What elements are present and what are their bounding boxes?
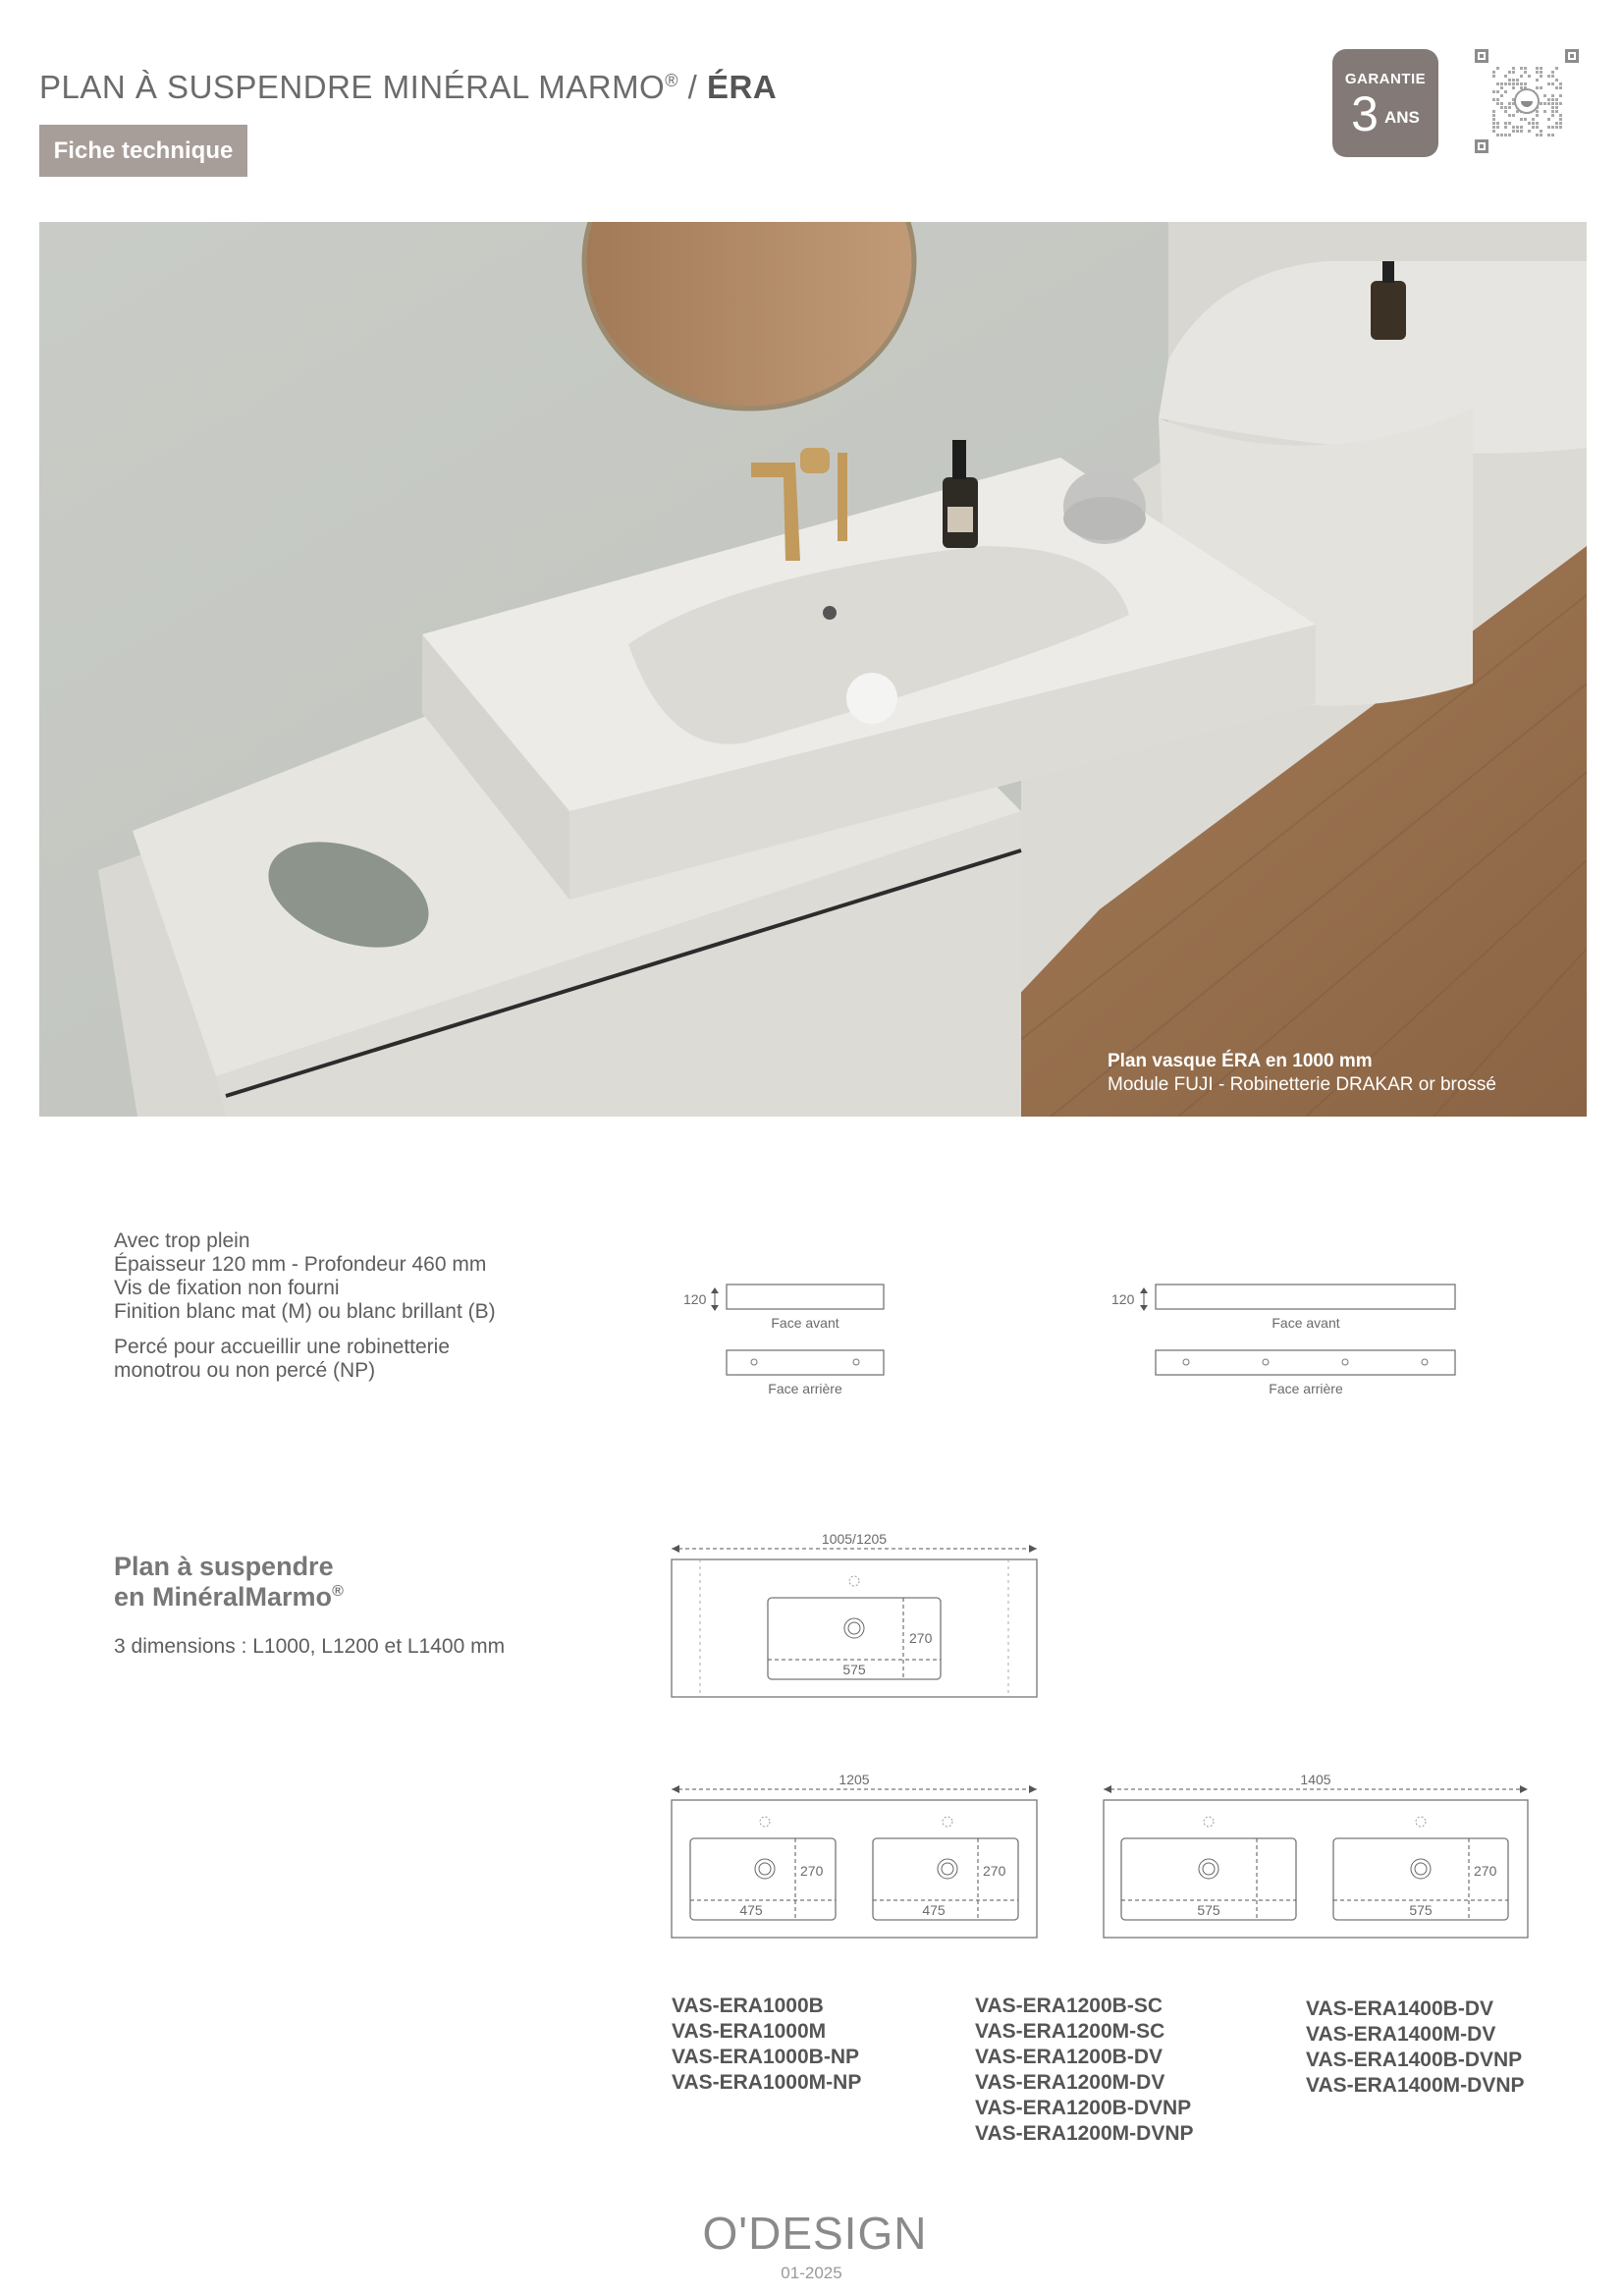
product-code: VAS-ERA1200M-DV: [975, 2071, 1165, 2094]
drawing-double-basin-1400: [1100, 1768, 1542, 1949]
product-photo: [39, 222, 1587, 1117]
basin-width-label: 575: [1197, 1902, 1220, 1918]
spec-line: Vis de fixation non fourni: [114, 1277, 340, 1299]
spec-line: Épaisseur 120 mm - Profondeur 460 mm: [114, 1253, 487, 1276]
basin-width-label: 575: [1409, 1902, 1433, 1918]
warranty-label: GARANTIE: [1344, 71, 1427, 87]
document-date: 01-2025: [781, 2264, 842, 2282]
photo-caption-detail: Module FUJI - Robinetterie DRAKAR or brossé: [1108, 1074, 1496, 1095]
basin-height-label: 270: [800, 1863, 824, 1879]
product-code: VAS-ERA1000M-NP: [672, 2071, 862, 2094]
face-height-label: 120: [683, 1291, 707, 1307]
drawing-single-basin: [668, 1527, 1060, 1709]
dimensions-text: 3 dimensions : L1000, L1200 et L1400 mm: [114, 1635, 506, 1658]
document-type-badge: Fiche technique: [39, 125, 247, 177]
spec-list: [114, 1230, 496, 1383]
page-title: PLAN À SUSPENDRE MINÉRAL MARMO® / ÉRA: [39, 69, 778, 105]
face-diagram-large: [1111, 1285, 1455, 1396]
product-code: VAS-ERA1200B-DV: [975, 2046, 1163, 2068]
product-code: VAS-ERA1200B-SC: [975, 1995, 1163, 2017]
face-front-label: Face avant: [771, 1315, 839, 1331]
drawing-double-basin-1200: [668, 1768, 1060, 1949]
product-codes-1400: [1306, 1996, 1525, 2099]
basin-width-label: 575: [842, 1662, 866, 1677]
spec-line: monotrou ou non percé (NP): [114, 1359, 376, 1382]
warranty-badge: [1332, 49, 1438, 157]
product-code: VAS-ERA1400M-DV: [1306, 2023, 1496, 2046]
face-diagram-small: [683, 1285, 884, 1396]
brand-logo: [687, 2210, 943, 2259]
face-diagrams: [668, 1272, 1473, 1409]
basin-width-label: 475: [739, 1902, 763, 1918]
product-code: VAS-ERA1400B-DVNP: [1306, 2049, 1523, 2071]
product-codes-1000: [672, 1994, 861, 2096]
warranty-unit: ANS: [1383, 108, 1420, 127]
product-code: VAS-ERA1200M-DVNP: [975, 2122, 1194, 2145]
photo-caption-title: Plan vasque ÉRA en 1000 mm: [1108, 1051, 1373, 1071]
product-code: VAS-ERA1200B-DVNP: [975, 2097, 1192, 2119]
face-height-label: 120: [1111, 1291, 1135, 1307]
qr-code-icon[interactable]: [1473, 47, 1581, 155]
face-front-label: Face avant: [1271, 1315, 1340, 1331]
product-code: VAS-ERA1400B-DV: [1306, 1997, 1493, 2020]
width-dimension-label: 1005/1205: [821, 1531, 888, 1547]
product-code: VAS-ERA1000B: [672, 1995, 824, 2017]
basin-width-label: 475: [922, 1902, 946, 1918]
face-back-label: Face arrière: [1269, 1381, 1343, 1396]
basin-height-label: 270: [1474, 1863, 1497, 1879]
warranty-years: 3: [1351, 86, 1379, 141]
width-dimension-label: 1205: [839, 1772, 870, 1787]
product-code: VAS-ERA1000B-NP: [672, 2046, 859, 2068]
basin-height-label: 270: [983, 1863, 1006, 1879]
product-code: VAS-ERA1200M-SC: [975, 2020, 1165, 2043]
spec-line: Finition blanc mat (M) ou blanc brillant (B): [114, 1300, 496, 1323]
section-title: Plan à suspendre en MinéralMarmo®: [114, 1552, 344, 1612]
basin-height-label: 270: [909, 1630, 933, 1646]
brand-logo-text: O'DESIGN: [702, 2210, 928, 2259]
width-dimension-label: 1405: [1300, 1772, 1331, 1787]
spec-line: Avec trop plein: [114, 1230, 250, 1252]
product-code: VAS-ERA1400M-DVNP: [1306, 2074, 1525, 2097]
product-codes-1200: [975, 1994, 1194, 2147]
face-back-label: Face arrière: [768, 1381, 842, 1396]
spec-line: Percé pour accueillir une robinetterie: [114, 1336, 451, 1358]
product-code: VAS-ERA1000M: [672, 2020, 827, 2043]
